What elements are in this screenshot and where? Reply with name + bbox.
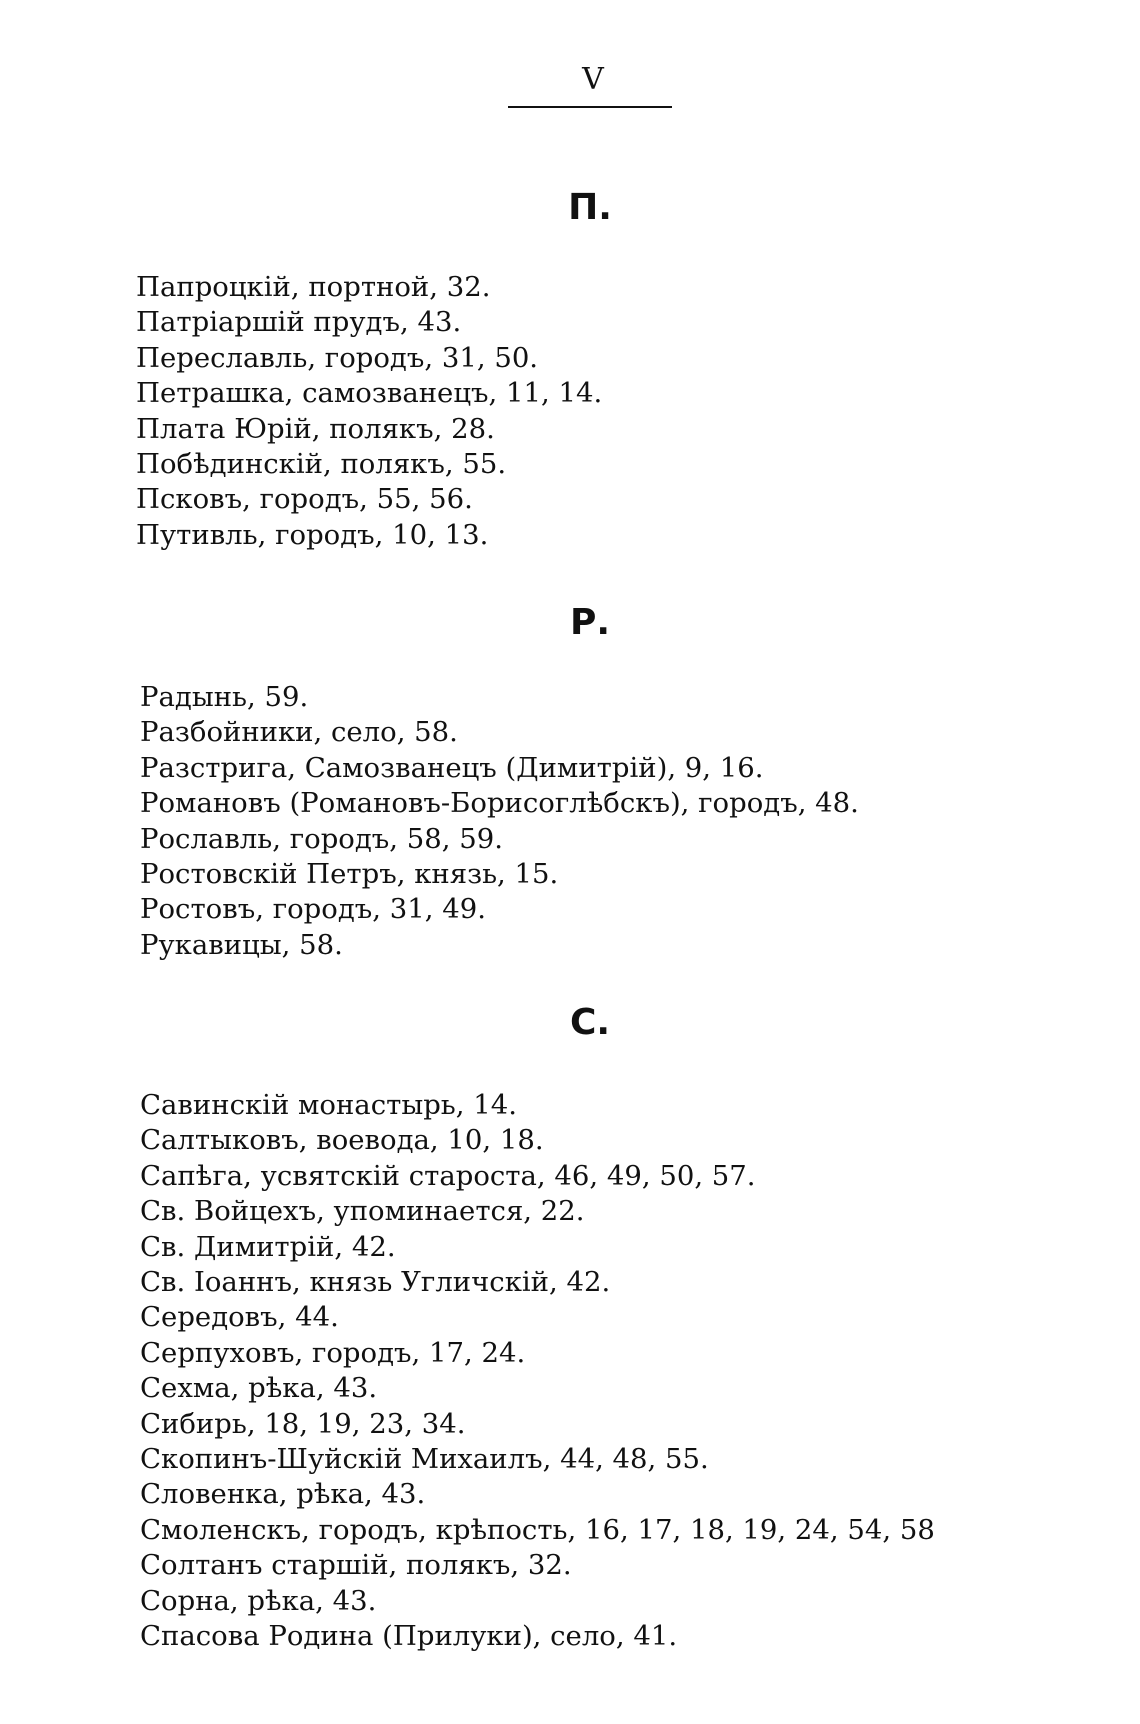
index-entry: Путивль, городъ, 10, 13. (136, 518, 489, 551)
index-entry: Св. Димитрій, 42. (140, 1230, 396, 1263)
index-entry: Савинскій монастырь, 14. (140, 1089, 517, 1121)
index-entry: Патріаршій прудъ, 43. (136, 306, 462, 339)
index-entry: Разстрига, Самозванецъ (Димитрій), 9, 16. (140, 751, 764, 784)
index-entry: Плата Юрій, полякъ, 28. (136, 412, 495, 445)
index-entry: Петрашка, самозванецъ, 11, 14. (136, 377, 603, 410)
index-entry: Ростовъ, городъ, 31, 49. (140, 893, 486, 926)
index-list-r (140, 680, 859, 963)
index-list-s (140, 1088, 935, 1655)
page-number: V (582, 62, 604, 97)
index-entry: Разбойники, село, 58. (140, 716, 458, 749)
index-entry: Сорна, рѣка, 43. (140, 1584, 377, 1617)
section-letter-p: П. (568, 187, 612, 228)
index-entry: Радынь, 59. (140, 681, 309, 713)
index-list-p (136, 270, 602, 553)
index-entry: Псковъ, городъ, 55, 56. (136, 483, 473, 516)
index-entry: Переславль, городъ, 31, 50. (136, 341, 539, 374)
index-entry: Сапѣга, усвятскій староста, 46, 49, 50, 57. (140, 1159, 756, 1192)
index-entry: Рукавицы, 58. (140, 928, 343, 961)
index-entry: Св. Іоаннъ, князь Угличскій, 42. (140, 1266, 611, 1299)
index-entry: Папроцкій, портной, 32. (136, 271, 491, 303)
index-entry: Ростовскій Петръ, князь, 15. (140, 858, 559, 891)
index-entry: Смоленскъ, городъ, крѣпость, 16, 17, 18, 19, 24, 54, 58 (140, 1513, 935, 1546)
section-letter-s: С. (569, 1002, 611, 1043)
index-entry: Сибирь, 18, 19, 23, 34. (140, 1407, 466, 1440)
index-entry: Скопинъ-Шуйскій Михаилъ, 44, 48, 55. (140, 1443, 709, 1476)
index-entry: Солтанъ старшій, полякъ, 32. (140, 1549, 572, 1582)
index-entry: Романовъ (Романовъ-Борисоглѣбскъ), городъ, 48. (140, 787, 859, 820)
index-entry: Серпуховъ, городъ, 17, 24. (140, 1336, 526, 1369)
page-number-rule (508, 106, 672, 108)
index-entry: Сехма, рѣка, 43. (140, 1372, 378, 1405)
index-entry: Словенка, рѣка, 43. (140, 1478, 426, 1511)
index-entry: Св. Войцехъ, упоминается, 22. (140, 1195, 585, 1228)
index-entry: Спасова Родина (Прилуки), село, 41. (140, 1620, 678, 1653)
index-entry: Побѣдинскій, полякъ, 55. (136, 448, 507, 481)
index-entry: Салтыковъ, воевода, 10, 18. (140, 1124, 544, 1157)
index-entry: Рославль, городъ, 58, 59. (140, 822, 503, 855)
index-entry: Середовъ, 44. (140, 1301, 339, 1334)
section-letter-r: Р. (569, 602, 611, 643)
